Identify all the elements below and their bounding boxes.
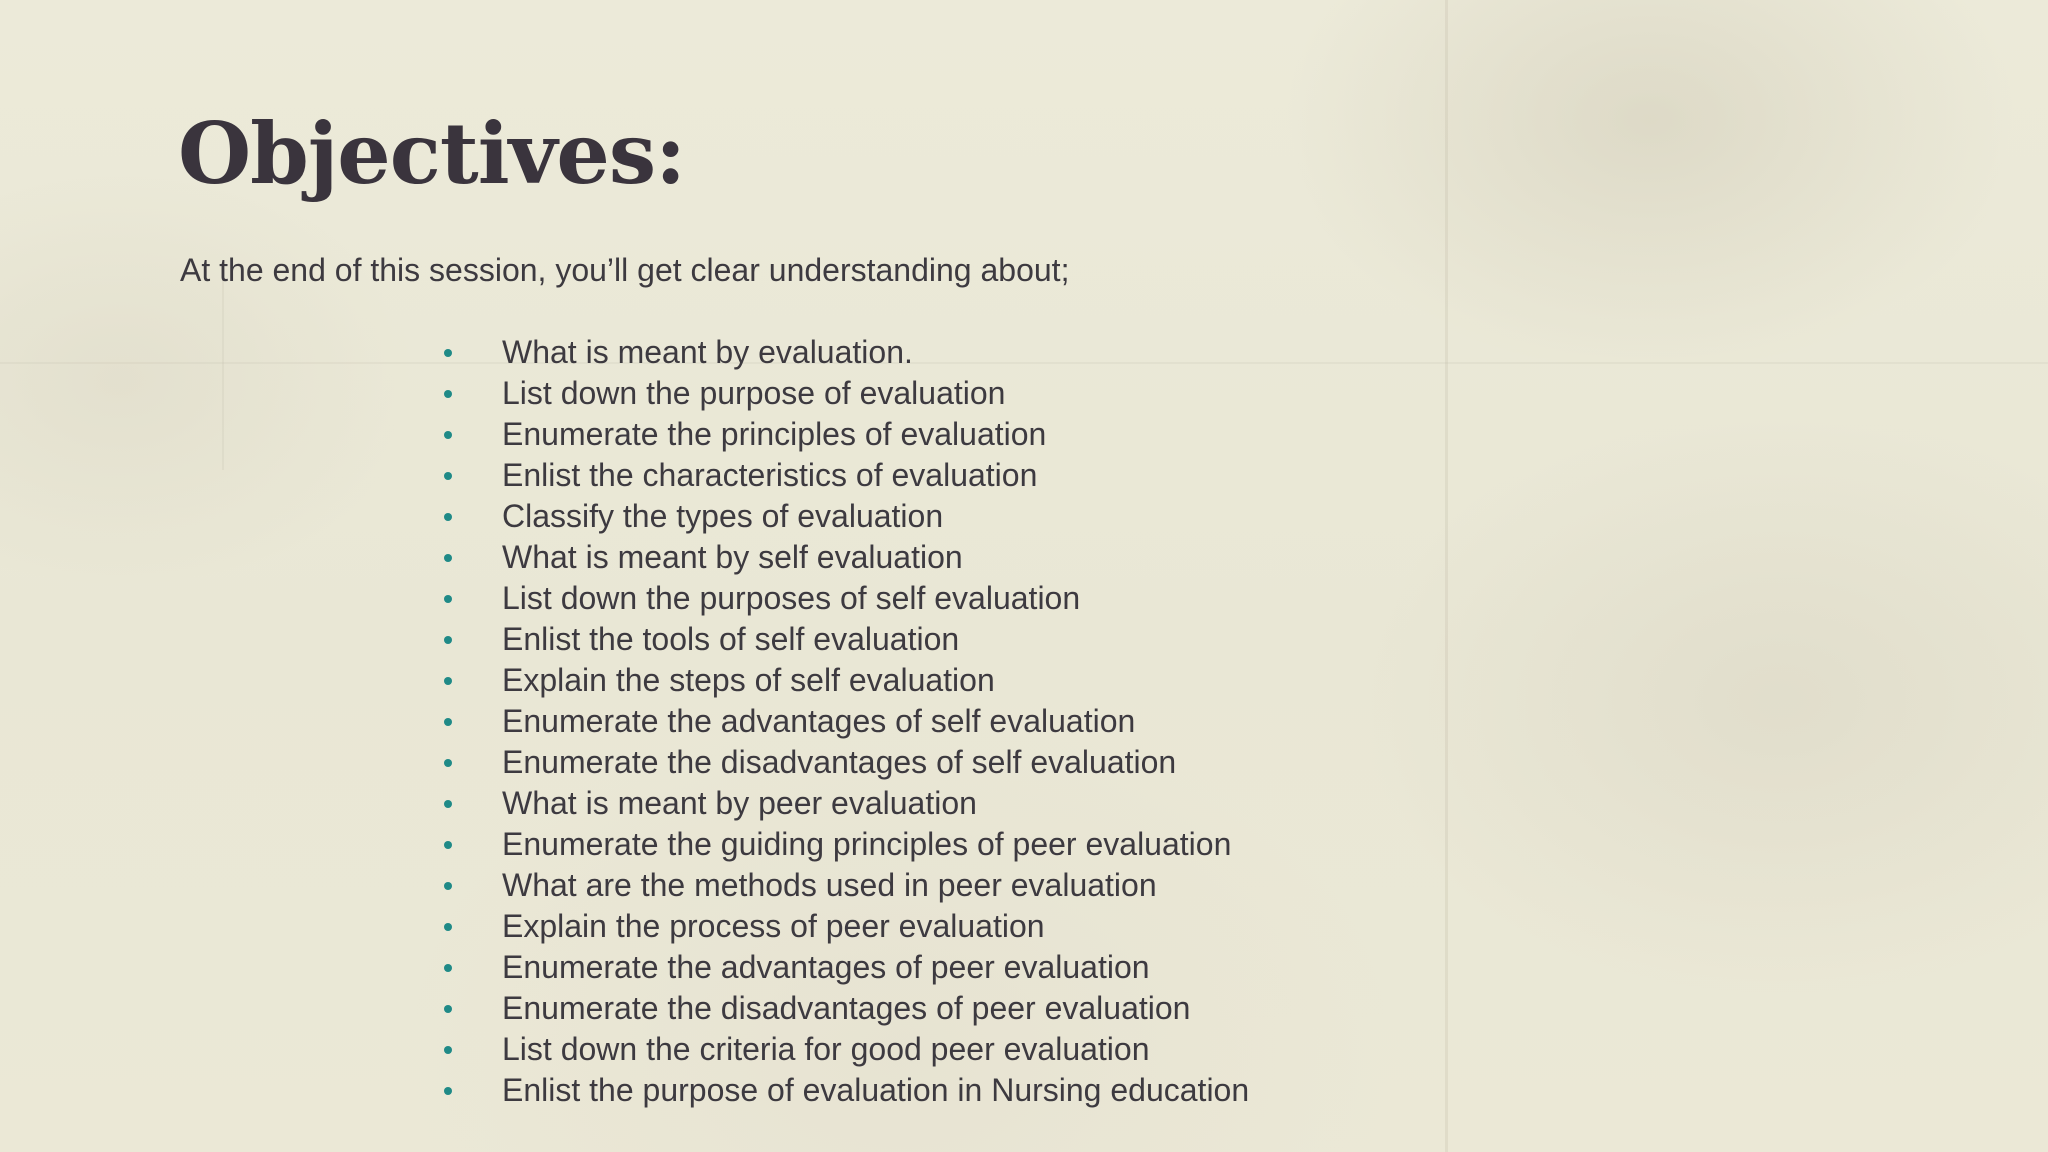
- objective-text: List down the criteria for good peer evaluation: [502, 1031, 1150, 1067]
- bullet-icon: [444, 759, 452, 767]
- objective-text: Enumerate the disadvantages of self evaluation: [502, 744, 1177, 780]
- objective-text: Enumerate the principles of evaluation: [502, 416, 1047, 452]
- objective-item: [436, 906, 1249, 947]
- paper-texture: [222, 270, 224, 470]
- objective-text: Explain the process of peer evaluation: [502, 908, 1045, 944]
- bullet-icon: [444, 800, 452, 808]
- bullet-icon: [444, 595, 452, 603]
- objective-item: [436, 988, 1249, 1029]
- objective-item: [436, 537, 1249, 578]
- objective-item: [436, 701, 1249, 742]
- objective-text: Enumerate the advantages of peer evaluation: [502, 949, 1150, 985]
- objective-text: Enlist the purpose of evaluation in Nursing education: [502, 1072, 1250, 1108]
- objective-item: [436, 660, 1249, 701]
- bullet-icon: [444, 677, 452, 685]
- bullet-icon: [444, 882, 452, 890]
- objective-item: [436, 783, 1249, 824]
- bullet-icon: [444, 472, 452, 480]
- objective-text: Enumerate the guiding principles of peer evaluation: [502, 826, 1232, 862]
- objective-text: Enlist the tools of self evaluation: [502, 621, 960, 657]
- objective-item: [436, 1029, 1249, 1070]
- objective-text: What are the methods used in peer evaluation: [502, 867, 1157, 903]
- objective-text: Explain the steps of self evaluation: [502, 662, 995, 698]
- objective-text: List down the purposes of self evaluation: [502, 580, 1081, 616]
- bullet-icon: [444, 1046, 452, 1054]
- objective-item: [436, 742, 1249, 783]
- objective-text: Enlist the characteristics of evaluation: [502, 457, 1038, 493]
- slide-title: Objectives:: [178, 104, 686, 203]
- objective-text: Enumerate the advantages of self evaluation: [502, 703, 1136, 739]
- objective-item: [436, 373, 1249, 414]
- bullet-icon: [444, 718, 452, 726]
- objective-item: [436, 824, 1249, 865]
- bullet-icon: [444, 1087, 452, 1095]
- bullet-icon: [444, 841, 452, 849]
- objective-item: [436, 455, 1249, 496]
- objective-item: [436, 947, 1249, 988]
- objectives-list: [436, 332, 1249, 1111]
- objective-text: What is meant by peer evaluation: [502, 785, 977, 821]
- bullet-icon: [444, 349, 452, 357]
- bullet-icon: [444, 554, 452, 562]
- objective-text: Enumerate the disadvantages of peer evaluation: [502, 990, 1191, 1026]
- objective-text: List down the purpose of evaluation: [502, 375, 1006, 411]
- objective-item: [436, 865, 1249, 906]
- objective-item: [436, 332, 1249, 373]
- objective-item: [436, 496, 1249, 537]
- bullet-icon: [444, 1005, 452, 1013]
- bullet-icon: [444, 513, 452, 521]
- bullet-icon: [444, 964, 452, 972]
- objective-item: [436, 578, 1249, 619]
- objective-text: What is meant by self evaluation: [502, 539, 963, 575]
- bullet-icon: [444, 923, 452, 931]
- objective-text: Classify the types of evaluation: [502, 498, 944, 534]
- objective-item: [436, 1070, 1249, 1111]
- objective-item: [436, 414, 1249, 455]
- intro-text: At the end of this session, you’ll get clear understanding about;: [180, 252, 1070, 288]
- objective-text: What is meant by evaluation.: [502, 334, 913, 370]
- bullet-icon: [444, 431, 452, 439]
- bullet-icon: [444, 390, 452, 398]
- bullet-icon: [444, 636, 452, 644]
- paper-texture: [1445, 0, 1448, 1152]
- objective-item: [436, 619, 1249, 660]
